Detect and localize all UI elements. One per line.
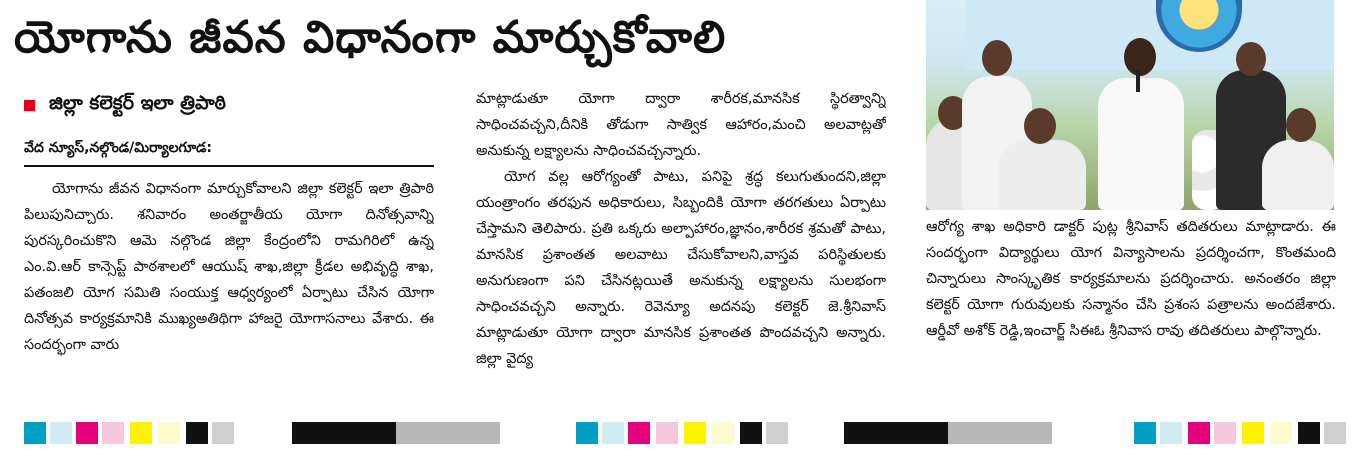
swatch: [76, 422, 98, 444]
red-bullet-icon: [24, 100, 35, 111]
yoga-emblem-icon: [1156, 0, 1242, 52]
event-photo: [926, 0, 1334, 210]
person-head: [1286, 108, 1316, 142]
swatch: [130, 422, 152, 444]
article-column-2: [476, 86, 886, 408]
swatch: [1324, 422, 1346, 444]
swatch: [684, 422, 706, 444]
swatch: [1188, 422, 1210, 444]
dateline: వేద న్యూస్,నల్గొండ/మిర్యాలగూడ:: [24, 140, 434, 167]
paragraph: యోగాను జీవన విధానంగా మార్చుకోవాలని జిల్లా కలెక్టర్ ఇలా త్రిపాఠి పిలుపునిచ్చారు. శనివారం అంతర్జాతీయ యోగా దినోత్సవాన్ని పురస్కరించుకొని ఆమె నల్గొండ జిల్లా కేంద్రంలోని రామగిరిలో ఉన్న ఎం.వి.ఆర్ కాన్సెప్ట్ పాఠశాలలో ఆయుష్ శాఖ,జిల్లా క్రీడల అభివృద్ధి శాఖ, పతంజలి యోగ సమితి సంయుక్త ఆధ్వర్యంలో ఏర్పాటు చేసిన యోగా దినోత్సవ కార్యక్రమానికి ముఖ్యఅతిథిగా హాజరై యోగాసనాలు వేశారు. ఈ సందర్భంగా వారు: [24, 181, 434, 353]
swatch: [186, 422, 208, 444]
swatch: [1242, 422, 1264, 444]
swatch: [158, 422, 180, 444]
swatch: [1134, 422, 1156, 444]
print-color-bar: [0, 422, 1354, 444]
swatch: [712, 422, 734, 444]
swatch: [24, 422, 46, 444]
grey-bar: [396, 422, 500, 444]
swatch: [212, 422, 234, 444]
swatch: [1298, 422, 1320, 444]
paragraph: ఆరోగ్య శాఖ అధికారి డాక్టర్ పుట్ల శ్రీనివాస్ తదితరులు మాట్లాడారు. ఈ సందర్భంగా విద్యార్థులు యోగ విన్యాసాలను ప్రదర్శించగా, కొంతమంది చిన్నారులు సాంస్కృతిక కార్యక్రమాలను ప్రదర్శించారు. అనంతరం జిల్లా కలెక్టర్ యోగా గురువులకు సన్మానం చేసి ప్రశంస పత్రాలను అందజేశారు. ఆర్డీవో అశోక్ రెడ్డి,ఇంచార్జ్ సిఈఓ శ్రీనివాస రావు తదితరులు పాల్గొన్నారు.: [926, 219, 1336, 339]
swatch: [576, 422, 598, 444]
swatch: [628, 422, 650, 444]
swatch: [656, 422, 678, 444]
swatch: [740, 422, 762, 444]
swatch: [602, 422, 624, 444]
paragraph: మాట్లాడుతూ యోగా ద్వారా శారీరక,మానసిక స్థిరత్వాన్ని సాధించవచ్చని,దీనికి తోడుగా సాత్విక ఆహారం,మంచి అలవాట్లతో అనుకున్న లక్ష్యాలను సాధించవచ్చన్నారు.: [476, 91, 886, 159]
microphone-icon: [1136, 70, 1140, 92]
article-column-3: [926, 214, 1336, 408]
person: [1262, 140, 1334, 210]
grey-bar: [948, 422, 1052, 444]
swatch: [1160, 422, 1182, 444]
swatch: [102, 422, 124, 444]
swatch: [1270, 422, 1292, 444]
swatch: [766, 422, 788, 444]
headline: యోగాను జీవన విధానంగా మార్చుకోవాలి: [14, 12, 727, 63]
black-bar: [844, 422, 948, 444]
person: [998, 140, 1086, 210]
paragraph: యోగ వల్ల ఆరోగ్యంతో పాటు, పనిపై శ్రద్ధ కలుగుతుందని,జిల్లా యంత్రాంగం తరఫున అధికారులు, సిబ్బందికి యోగా తరగతులు ఏర్పాటు చేస్తామని తెలిపారు. ప్రతి ఒక్కరు అల్పాహారం,జ్ఞానం,శారీరక శ్రమతో పాటు, మానసిక ప్రశాంతత అలవాటు చేసుకోవాలని,వాస్తవ పరిస్థితులకు అనుగుణంగా పని చేసినట్లయితే అనుకున్న లక్ష్యాలను సులభంగా సాధించవచ్చని అన్నారు. రెవెన్యూ అదనపు కలెక్టర్ జె.శ్రీనివాస్ మాట్లాడుతూ యోగా ద్వారా మానసిక ప్రశాంతత పొందవచ్చని అన్నారు. జిల్లా వైద్య: [476, 169, 886, 367]
swatch: [50, 422, 72, 444]
subhead-text: జిల్లా కలెక్టర్ ఇలా త్రిపాఠి: [49, 92, 226, 114]
article-column-1: [24, 176, 434, 406]
subhead: [24, 92, 226, 119]
person-head: [1236, 42, 1266, 76]
speaker: [1098, 78, 1184, 210]
person-head: [982, 40, 1012, 76]
person-head: [1024, 108, 1056, 144]
speaker-head: [1124, 38, 1156, 76]
swatch: [1214, 422, 1236, 444]
black-bar: [292, 422, 396, 444]
